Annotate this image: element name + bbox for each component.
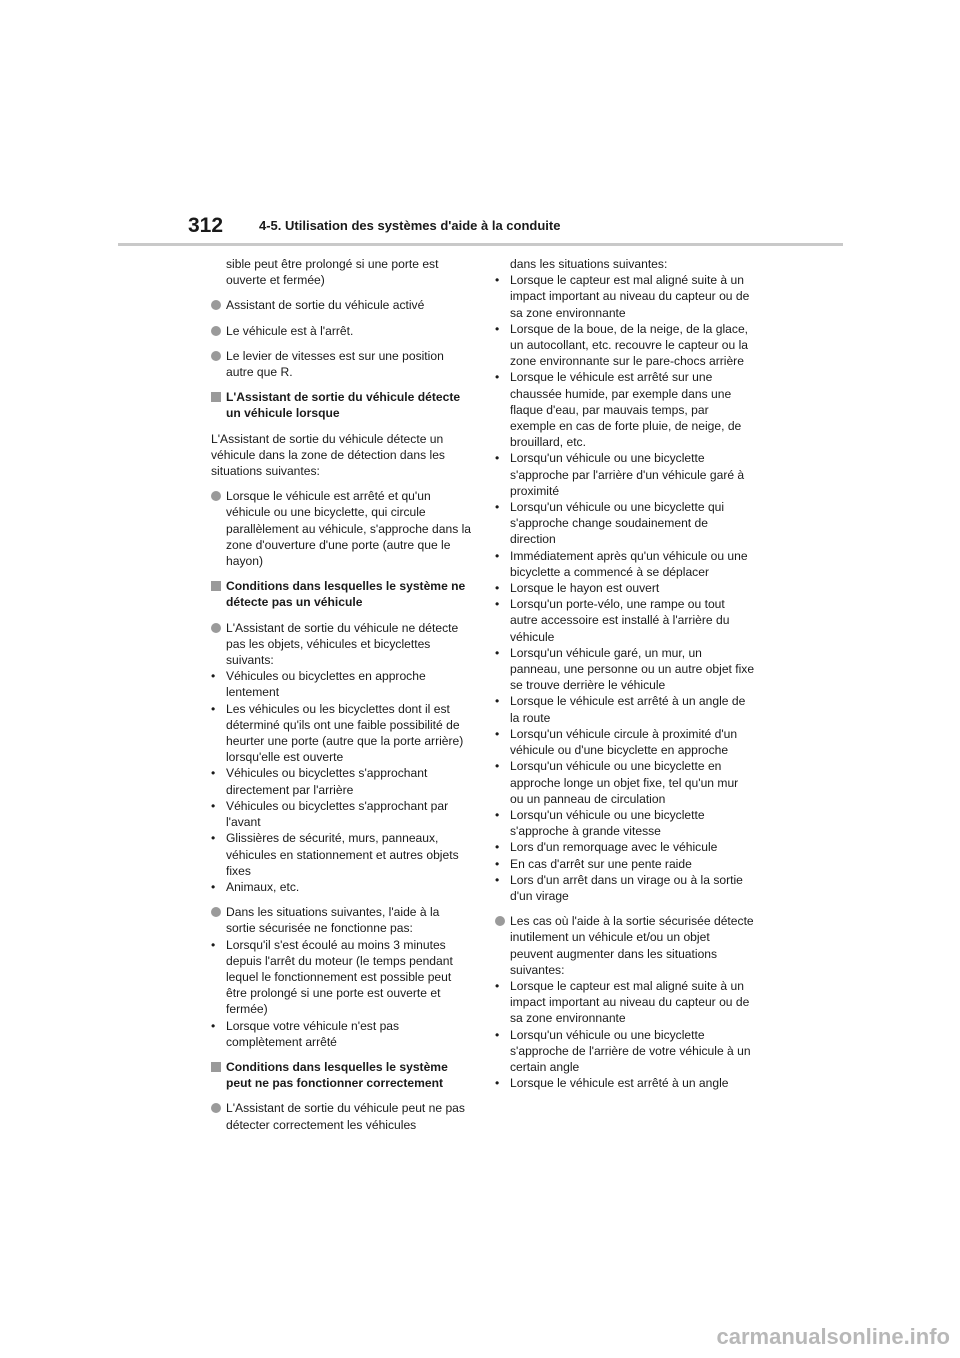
circle-bullet-icon (211, 491, 221, 501)
dash-list (211, 937, 471, 1050)
bullet-text: L'Assistant de sortie du véhicule peut ne pas détecter correctement les véhicules (226, 1101, 465, 1132)
list-item: • Véhicules ou bicyclettes s'approchant par l'avant (211, 798, 449, 830)
header-divider (118, 243, 843, 246)
list-item: • Lorsqu'un véhicule ou une bicyclette s'approche de l'arrière de votre véhicule à un certain angle (495, 1027, 751, 1074)
circle-bullet-icon (211, 326, 221, 336)
circle-bullet-icon (211, 623, 221, 633)
heading-text: L'Assistant de sortie du véhicule détecte un véhicule lorsque (226, 390, 461, 421)
square-bullet-icon (211, 581, 221, 591)
list-item-text: Véhicules ou bicyclettes en approche lentement (226, 669, 426, 700)
paragraph: L'Assistant de sortie du véhicule détecte un véhicule dans la zone de détection dans les situations suivantes: (211, 431, 445, 479)
bullet-text: Dans les situations suivantes, l'aide à la sortie sécurisée ne fonctionne pas: (226, 905, 440, 936)
left-column (211, 256, 471, 1142)
bullet-text: Lorsque le véhicule est arrêté et qu'un véhicule ou une bicyclette, qui circule parallèlement au véhicule, s'approche dans la zone d'ouverture d'une porte (autre que le hayon) (226, 489, 472, 569)
list-item-text: Véhicules ou bicyclettes s'approchant directement par l'arrière (226, 766, 428, 797)
bullet-item (211, 488, 471, 569)
list-item-text: Lorsque le véhicule est arrêté à un angle de la route (510, 694, 746, 725)
list-item-text: Lorsqu'un porte-vélo, une rampe ou tout autre accessoire est installé à l'arrière du véhicule (510, 597, 730, 644)
list-item-text: Lorsque le véhicule est arrêté à un angle (510, 1076, 729, 1091)
dash-list (495, 272, 755, 904)
continuation-text: dans les situations suivantes: (510, 257, 668, 271)
page-number: 312 (188, 214, 224, 237)
list-item: • Les véhicules ou les bicyclettes dont il est déterminé qu'ils ont une faible possibilité de heurter une porte (autre que la porte arrière) lorsqu'elle est ouverte (211, 701, 464, 765)
list-item: • Lorsqu'un véhicule ou une bicyclette qui s'approche change soudainement de direction (495, 500, 725, 547)
list-item-text: Lors d'un arrêt dans un virage ou à la sortie d'un virage (510, 872, 743, 903)
circle-bullet-icon (211, 1103, 221, 1113)
list-item-text: Lorsqu'un véhicule ou une bicyclette s'approche de l'arrière de votre véhicule à un certain angle (510, 1027, 751, 1074)
list-item: • En cas d'arrêt sur une pente raide (495, 856, 692, 871)
list-item-text: Lorsqu'un véhicule ou une bicyclette qui s'approche change soudainement de direction (510, 500, 725, 547)
list-item: • Lorsque le véhicule est arrêté sur une chaussée humide, par exemple dans une flaque d'eau, par mauvais temps, par exemple en cas de forte pluie, de neige, de brouillard, etc. (495, 370, 742, 450)
bullet-item (495, 913, 755, 978)
list-item-text: Lorsqu'un véhicule ou une bicyclette s'approche par l'arrière d'un véhicule garé à proximité (510, 451, 745, 498)
list-item-text: Immédiatement après qu'un véhicule ou une bicyclette a commencé à se déplacer (510, 548, 748, 579)
list-item-text: En cas d'arrêt sur une pente raide (510, 856, 692, 871)
list-item-text: Lorsqu'un véhicule garé, un mur, un panneau, une personne ou un autre objet fixe se trouve derrière le véhicule (510, 645, 755, 693)
list-item-text: Véhicules ou bicyclettes s'approchant par l'avant (226, 798, 449, 830)
list-item: • Lorsqu'un porte-vélo, une rampe ou tout autre accessoire est installé à l'arrière du véhicule (495, 597, 730, 644)
list-item: • Lorsqu'un véhicule ou une bicyclette s'approche à grande vitesse (495, 807, 705, 839)
list-item: • Véhicules ou bicyclettes s'approchant directement par l'arrière (211, 766, 428, 797)
heading-text: Conditions dans lesquelles le système peut ne pas fonctionner correctement (226, 1059, 448, 1091)
list-item-text: Lorsque le capteur est mal aligné suite à un impact important au niveau du capteur ou de sa zone environnante (510, 978, 750, 1026)
list-item: • Lorsqu'il s'est écoulé au moins 3 minutes depuis l'arrêt du moteur (le temps pendant lequel le fonctionnement est possible peut être prolongé si une porte est ouverte et fermée) (211, 937, 453, 1017)
list-item-text: Lorsque le hayon est ouvert (510, 581, 660, 596)
subsection-heading (211, 389, 471, 421)
square-bullet-icon (211, 392, 221, 402)
subsection-heading (211, 578, 471, 610)
footer-watermark: carmanualsonline.info (716, 1324, 950, 1349)
right-column (495, 256, 755, 1100)
list-item: • Lorsque le véhicule est arrêté à un angle (495, 1076, 729, 1091)
bullet-item (211, 904, 471, 936)
list-item-text: Lorsqu'un véhicule ou une bicyclette s'approche à grande vitesse (510, 807, 705, 839)
list-item-text: Lorsque de la boue, de la neige, de la glace, un autocollant, etc. recouvre le capteur ou la zone environnante sur le pare-chocs arrière (510, 321, 749, 369)
bullet-item (211, 323, 471, 339)
bullet-item (211, 348, 471, 380)
section-title: 4-5. Utilisation des systèmes d'aide à la conduite (259, 218, 561, 233)
list-item-text: Lorsque votre véhicule n'est pas complètement arrêté (226, 1018, 400, 1049)
circle-bullet-icon (211, 351, 221, 361)
list-item: • Véhicules ou bicyclettes en approche lentement (211, 669, 426, 700)
list-item-text: Animaux, etc. (226, 879, 300, 894)
list-item: • Lorsque votre véhicule n'est pas complètement arrêté (211, 1018, 400, 1049)
dash-list (211, 668, 471, 895)
list-item-text: Glissières de sécurité, murs, panneaux, véhicules en stationnement et autres objets fixes (226, 831, 459, 878)
subsection-heading (211, 1059, 471, 1091)
list-item: • Lorsqu'un véhicule garé, un mur, un panneau, une personne ou un autre objet fixe se trouve derrière le véhicule (495, 645, 755, 693)
list-item-text: Lorsqu'un véhicule circule à proximité d'un véhicule ou d'une bicyclette en approche (510, 726, 738, 758)
list-item: • Lorsque le hayon est ouvert (495, 581, 660, 596)
bullet-text: L'Assistant de sortie du véhicule ne détecte pas les objets, véhicules et bicyclettes suivants: (226, 620, 459, 668)
heading-text: Conditions dans lesquelles le système ne détecte pas un véhicule (226, 579, 466, 610)
list-item: • Lorsqu'un véhicule ou une bicyclette s'approche par l'arrière d'un véhicule garé à proximité (495, 451, 745, 498)
list-item-text: Les véhicules ou les bicyclettes dont il est déterminé qu'ils ont une faible possibilité de heurter une porte (autre que la porte arrière) lorsqu'elle est ouverte (226, 701, 464, 765)
circle-bullet-icon (495, 916, 505, 926)
list-item: • Lors d'un arrêt dans un virage ou à la sortie d'un virage (495, 872, 743, 903)
bullet-item (211, 620, 471, 669)
list-item: • Animaux, etc. (211, 879, 300, 894)
circle-bullet-icon (211, 300, 221, 310)
list-item: • Lorsqu'un véhicule circule à proximité d'un véhicule ou d'une bicyclette en approche (495, 726, 738, 758)
square-bullet-icon (211, 1062, 221, 1072)
list-item: • Lorsque de la boue, de la neige, de la glace, un autocollant, etc. recouvre le capteur ou la zone environnante sur le pare-chocs arrière (495, 321, 749, 369)
bullet-item (211, 1100, 471, 1132)
list-item: • Lorsqu'un véhicule ou une bicyclette en approche longe un objet fixe, tel qu'un mur ou un panneau de circulation (495, 759, 739, 806)
bullet-text: Le véhicule est à l'arrêt. (226, 323, 354, 338)
circle-bullet-icon (211, 907, 221, 917)
list-item: • Immédiatement après qu'un véhicule ou une bicyclette a commencé à se déplacer (495, 548, 748, 579)
list-item: • Lorsque le véhicule est arrêté à un angle de la route (495, 694, 746, 725)
bullet-text: Le levier de vitesses est sur une position autre que R. (226, 348, 444, 380)
list-item-text: Lorsqu'un véhicule ou une bicyclette en approche longe un objet fixe, tel qu'un mur ou un panneau de circulation (510, 759, 739, 806)
dash-list (495, 978, 755, 1091)
list-item-text: Lorsque le capteur est mal aligné suite à un impact important au niveau du capteur ou de sa zone environnante (510, 273, 750, 320)
bullet-text: Les cas où l'aide à la sortie sécurisée détecte inutilement un véhicule et/ou un objet peuvent augmenter dans les situations suivantes: (510, 914, 754, 977)
list-item: • Glissières de sécurité, murs, panneaux, véhicules en stationnement et autres objets fixes (211, 831, 459, 878)
list-item-text: Lorsqu'il s'est écoulé au moins 3 minutes depuis l'arrêt du moteur (le temps pendant lequel le fonctionnement est possible peut être prolongé si une porte est ouverte et fermée) (226, 937, 453, 1017)
bullet-text: Assistant de sortie du véhicule activé (226, 298, 425, 313)
list-item-text: Lors d'un remorquage avec le véhicule (510, 840, 718, 855)
list-item: • Lorsque le capteur est mal aligné suite à un impact important au niveau du capteur ou de sa zone environnante (495, 273, 750, 320)
list-item: • Lors d'un remorquage avec le véhicule (495, 840, 718, 855)
list-item-text: Lorsque le véhicule est arrêté sur une chaussée humide, par exemple dans une flaque d'eau, par mauvais temps, par exemple en cas de forte pluie, de neige, de brouillard, etc. (510, 370, 742, 450)
continuation-text: sible peut être prolongé si une porte est ouverte et fermée) (226, 257, 439, 288)
list-item: • Lorsque le capteur est mal aligné suite à un impact important au niveau du capteur ou de sa zone environnante (495, 978, 750, 1026)
bullet-item (211, 297, 471, 313)
